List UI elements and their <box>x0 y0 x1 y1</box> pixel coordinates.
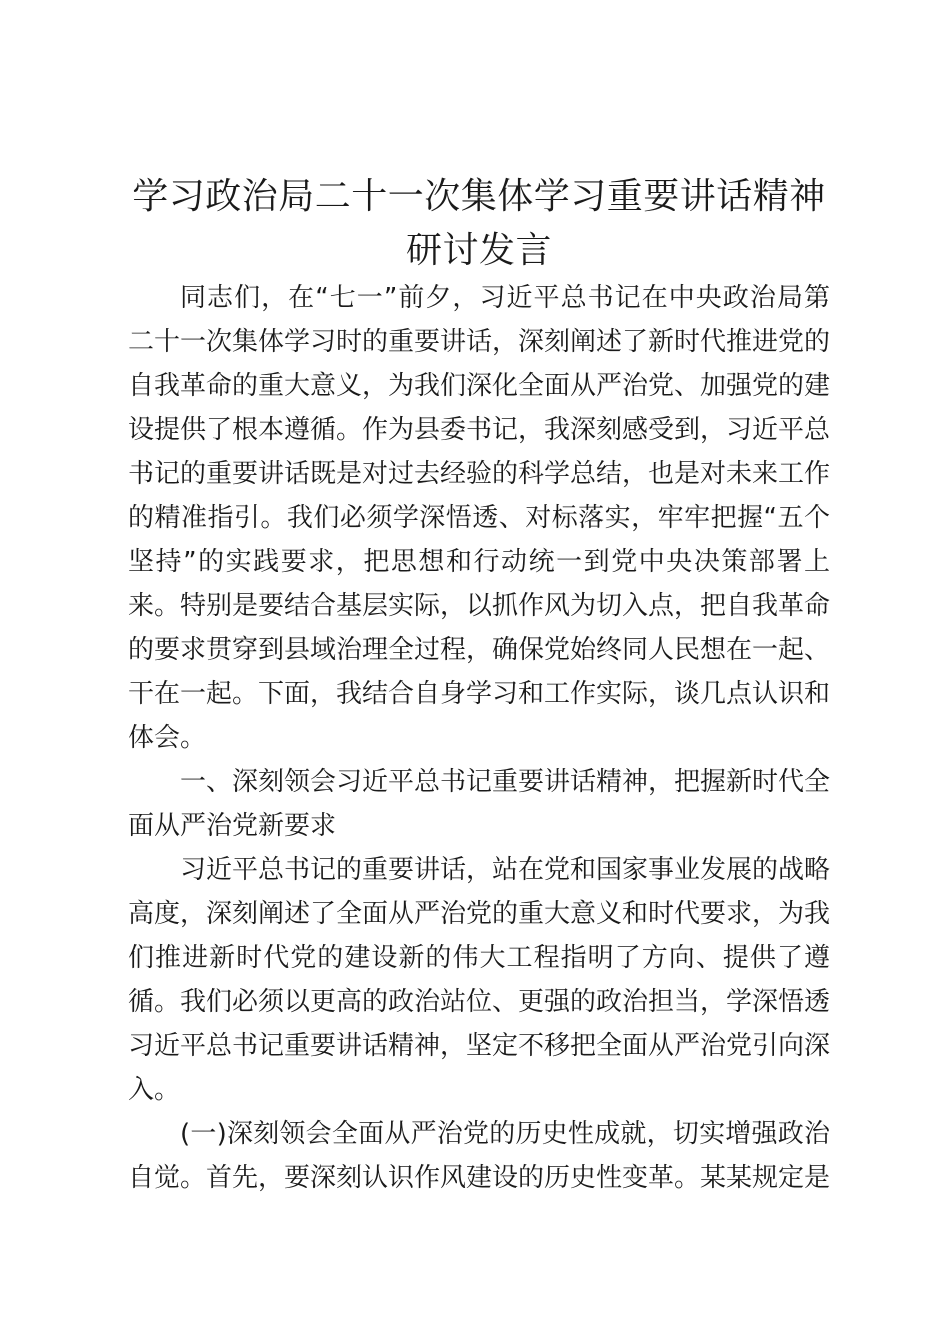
document-body <box>128 276 830 1200</box>
document-title: 学习政治局二十一次集体学习重要讲话精神研讨发言 <box>132 176 826 271</box>
intro-paragraph: 同志们，在“七一”前夕，习近平总书记在中央政治局第二十一次集体学习时的重要讲话，深刻阐述了新时代推进党的自我革命的重大意义，为我们深化全面从严治党、加强党的建设提供了根本遵循。作为县委书记，我深刻感受到，习近平总书记的重要讲话既是对过去经验的科学总结，也是对未来工作的精准指引。我们必须学深悟透、对标落实，牢牢把握“五个坚持”的实践要求，把思想和行动统一到党中央决策部署上来。特别是要结合基层实际，以抓作风为切入点，把自我革命的要求贯穿到县域治理全过程，确保党始终同人民想在一起、干在一起。下面，我结合自身学习和工作实际，谈几点认识和体会。 <box>128 283 831 753</box>
subsection-paragraph: (一)深刻领会全面从严治党的历史性成就，切实增强政治自觉。首先，要深刻认识作风建设的历史性变革。某某规定是 <box>128 1119 831 1193</box>
section-paragraph: 习近平总书记的重要讲话，站在党和国家事业发展的战略高度，深刻阐述了全面从严治党的重大意义和时代要求，为我们推进新时代党的建设新的伟大工程指明了方向、提供了遵循。我们必须以更高的政治站位、更强的政治担当，学深悟透习近平总书记重要讲话精神，坚定不移把全面从严治党引向深入。 <box>128 855 831 1105</box>
section-heading: 一、深刻领会习近平总书记重要讲话精神，把握新时代全面从严治党新要求 <box>128 767 831 841</box>
